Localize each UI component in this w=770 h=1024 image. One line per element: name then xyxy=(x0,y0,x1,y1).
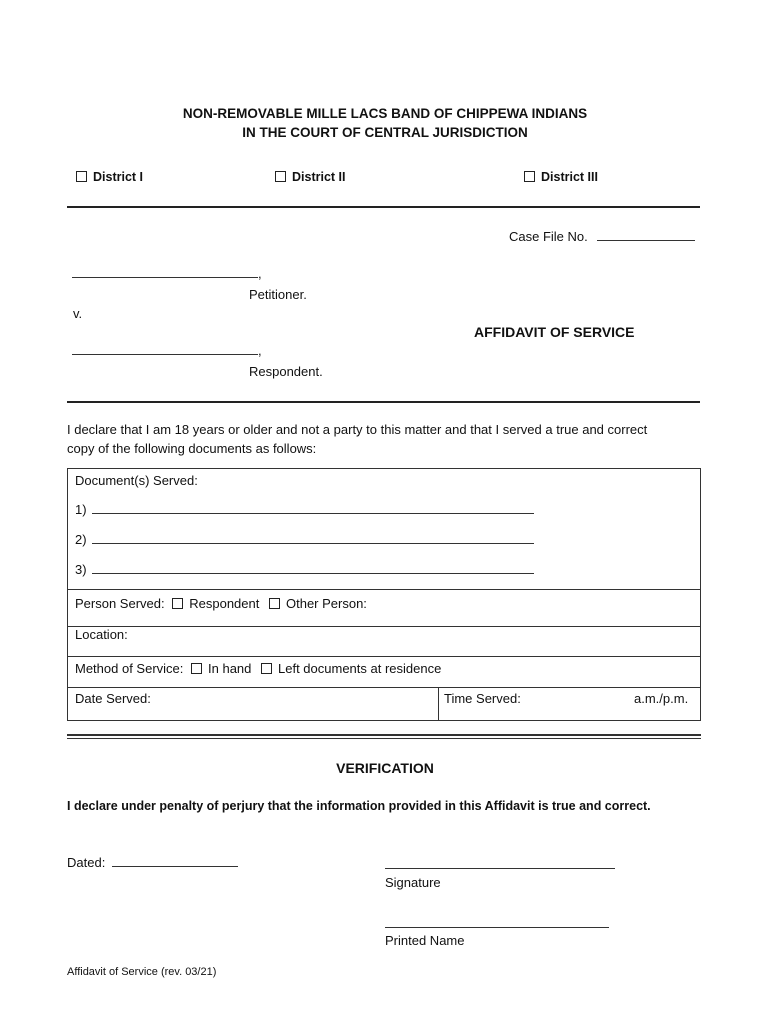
date-time-divider xyxy=(438,687,439,721)
document-item-3[interactable]: 3) xyxy=(75,562,534,577)
district-1-label: District I xyxy=(93,170,144,184)
other-person-checkbox[interactable] xyxy=(269,598,280,609)
method-row xyxy=(68,656,700,657)
declaration-line2: copy of the following documents as follows: xyxy=(67,441,317,456)
district-1-option[interactable] xyxy=(76,170,143,184)
document-item-1[interactable]: 1) xyxy=(75,502,534,517)
service-details-box xyxy=(67,468,701,721)
petitioner-label: Petitioner. xyxy=(249,287,307,302)
respondent-option-label: Respondent xyxy=(189,596,260,611)
court-name-line1: NON-REMOVABLE MILLE LACS BAND OF CHIPPEWA INDIANS xyxy=(182,106,588,121)
documents-served-label: Document(s) Served: xyxy=(75,473,198,488)
case-file-input[interactable] xyxy=(597,230,695,241)
district-2-label: District II xyxy=(292,170,346,184)
district-2-checkbox[interactable] xyxy=(275,171,286,182)
person-served-row xyxy=(68,589,700,590)
method-of-service-field xyxy=(75,661,441,676)
printed-name-label: Printed Name xyxy=(385,933,465,948)
verification-title: VERIFICATION xyxy=(336,760,434,776)
case-file-label: Case File No. xyxy=(509,229,588,244)
date-time-row xyxy=(68,687,700,688)
versus-label: v. xyxy=(73,306,83,321)
dated-input[interactable] xyxy=(112,856,238,867)
district-3-label: District III xyxy=(541,170,598,184)
verification-statement: I declare under penalty of perjury that the information provided in this Affidavit is true and correct. xyxy=(67,799,651,813)
petitioner-name-field[interactable]: , xyxy=(72,266,262,281)
am-pm-label: a.m./p.m. xyxy=(634,691,689,706)
document-item-2[interactable]: 2) xyxy=(75,532,534,547)
document-title: AFFIDAVIT OF SERVICE xyxy=(474,324,635,340)
in-hand-label: In hand xyxy=(208,661,252,676)
method-label: Method of Service: xyxy=(75,661,184,676)
form-revision-footer: Affidavit of Service (rev. 03/21) xyxy=(67,966,217,978)
person-served-label: Person Served: xyxy=(75,596,165,611)
in-hand-checkbox[interactable] xyxy=(191,663,202,674)
other-person-option-label: Other Person: xyxy=(285,596,367,611)
district-1-checkbox[interactable] xyxy=(76,171,87,182)
declaration-line1: I declare that I am 18 years or older and not a party to this matter and that I served a true and correct xyxy=(67,422,648,437)
left-documents-checkbox[interactable] xyxy=(261,663,272,674)
case-file-field[interactable] xyxy=(509,229,695,244)
respondent-checkbox[interactable] xyxy=(172,598,183,609)
date-served-label[interactable]: Date Served: xyxy=(75,691,151,706)
document-3-input[interactable] xyxy=(92,563,534,574)
respondent-name-input[interactable] xyxy=(72,344,258,355)
document-2-input[interactable] xyxy=(92,533,534,544)
dated-label: Dated: xyxy=(67,855,106,870)
signature-label: Signature xyxy=(385,875,441,890)
district-3-option[interactable] xyxy=(524,170,598,184)
respondent-name-field[interactable]: , xyxy=(72,343,262,358)
header-divider xyxy=(67,206,700,208)
location-row xyxy=(68,626,700,627)
left-documents-label: Left documents at residence xyxy=(278,661,442,676)
verification-divider-top xyxy=(67,734,701,736)
court-name-line2: IN THE COURT OF CENTRAL JURISDICTION xyxy=(242,125,528,140)
dated-field[interactable] xyxy=(67,855,238,870)
district-3-checkbox[interactable] xyxy=(524,171,535,182)
respondent-label: Respondent. xyxy=(249,364,323,379)
verification-divider-bottom xyxy=(67,738,701,739)
person-served-field xyxy=(75,596,367,611)
location-label[interactable]: Location: xyxy=(75,627,128,642)
district-2-option[interactable] xyxy=(275,170,346,184)
petitioner-name-input[interactable] xyxy=(72,267,258,278)
caption-divider xyxy=(67,401,700,403)
signature-line[interactable] xyxy=(385,855,615,869)
time-served-label[interactable]: Time Served: xyxy=(444,691,521,706)
document-1-input[interactable] xyxy=(92,503,534,514)
printed-name-line[interactable] xyxy=(385,914,609,928)
